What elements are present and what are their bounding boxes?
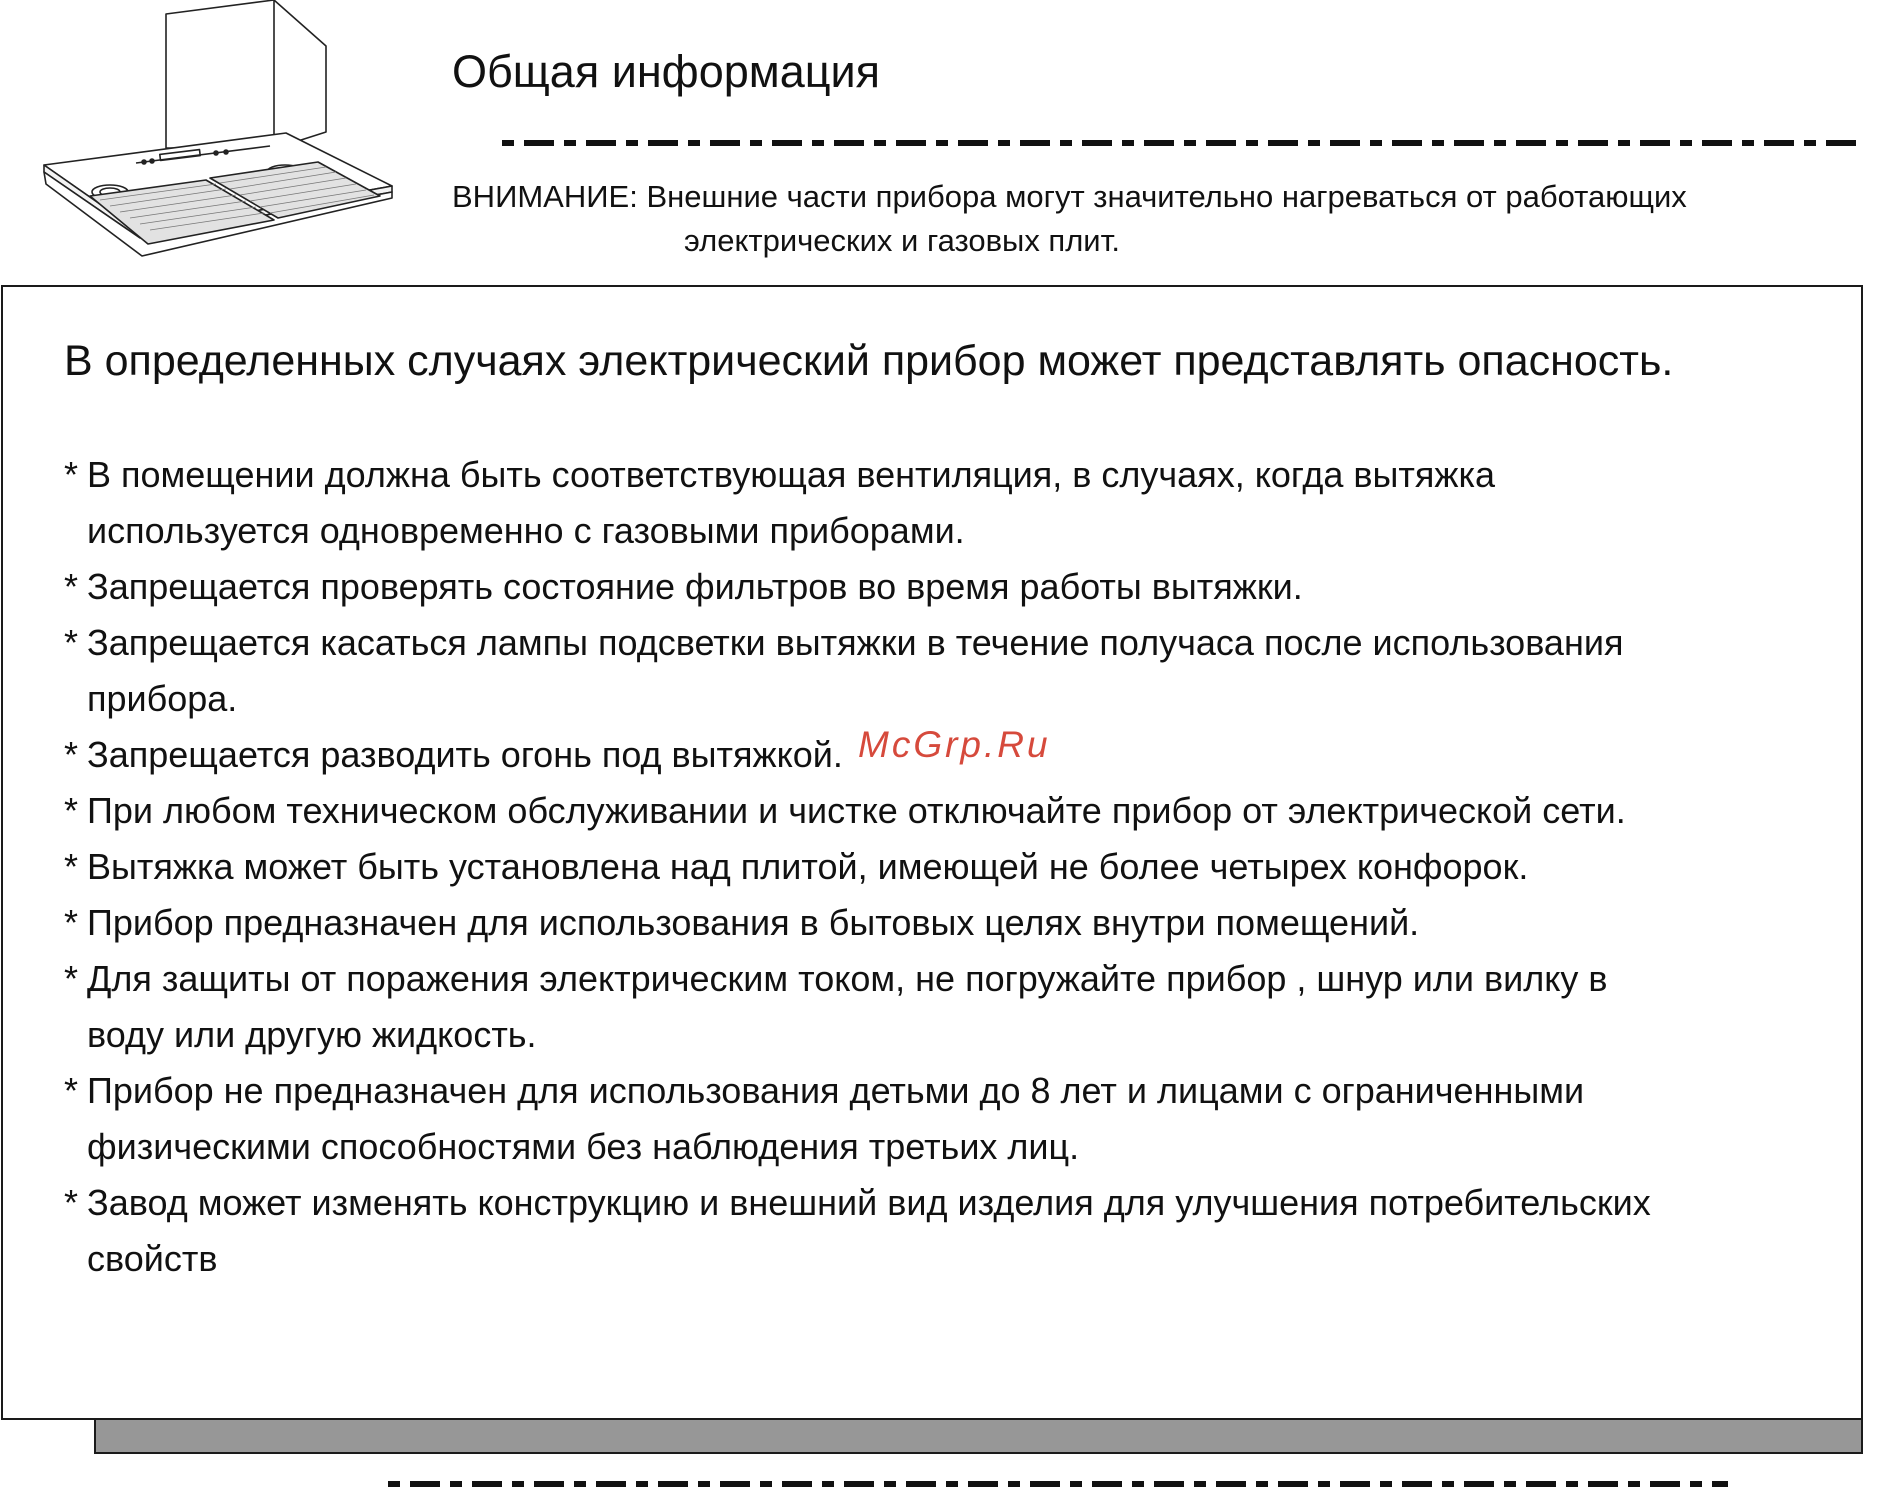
bullet-marker: *: [64, 846, 79, 887]
rule-line: воду или другую жидкость.: [87, 1014, 537, 1055]
rule-line: прибора.: [87, 678, 238, 719]
rule-line: При любом техническом обслуживании и чистке отключайте прибор от электрической сети.: [87, 790, 1626, 831]
list-item: [64, 951, 1844, 1063]
bullet-marker: *: [64, 790, 79, 831]
safety-rules-list: [64, 447, 1844, 1287]
bullet-marker: *: [64, 1070, 79, 1111]
rule-line: Запрещается разводить огонь под вытяжкой.: [87, 734, 843, 775]
rule-line: В помещении должна быть соответствующая вентиляция, в случаях, когда вытяжка: [87, 454, 1496, 495]
rule-line: Завод может изменять конструкцию и внешний вид изделия для улучшения потребительских: [87, 1182, 1651, 1223]
list-item: [64, 615, 1844, 727]
rule-line: используется одновременно с газовыми приборами.: [87, 510, 965, 551]
bullet-marker: *: [64, 902, 79, 943]
rule-line: физическими способностями без наблюдения третьих лиц.: [87, 1126, 1080, 1167]
list-item: [64, 895, 1844, 951]
bullet-marker: *: [64, 734, 79, 775]
bullet-marker: *: [64, 958, 79, 999]
list-item: [64, 1063, 1844, 1175]
warning-text-line2: электрических и газовых плит.: [684, 223, 1120, 258]
bullet-marker: *: [64, 1182, 79, 1223]
rule-line: Запрещается касаться лампы подсветки вытяжки в течение получаса после использования: [87, 622, 1624, 663]
rule-line: Прибор не предназначен для использования детьми до 8 лет и лицами с ограниченными: [87, 1070, 1585, 1111]
list-item: [64, 839, 1844, 895]
safety-panel: [1, 285, 1863, 1420]
bullet-marker: *: [64, 622, 79, 663]
range-hood-icon: [30, 0, 420, 265]
rule-line: свойств: [87, 1238, 218, 1279]
page-title: Общая информация: [452, 46, 881, 97]
dashed-divider-top: [502, 136, 1862, 150]
rule-line: Прибор предназначен для использования в бытовых целях внутри помещений.: [87, 902, 1420, 943]
list-item: [64, 447, 1844, 559]
list-item: [64, 1175, 1844, 1287]
list-item: [64, 559, 1844, 615]
bullet-marker: *: [64, 454, 79, 495]
panel-heading: В определенных случаях электрический прибор может представлять опасность.: [64, 337, 1674, 385]
warning-notice: [452, 175, 1892, 263]
bullet-marker: *: [64, 566, 79, 607]
warning-text-line1: Внешние части прибора могут значительно нагреваться от работающих: [646, 179, 1687, 214]
list-item: [64, 783, 1844, 839]
dashed-divider-bottom: [388, 1477, 1728, 1491]
rule-line: Запрещается проверять состояние фильтров во время работы вытяжки.: [87, 566, 1303, 607]
warning-label: ВНИМАНИЕ:: [452, 179, 638, 214]
watermark-text: McGrp.Ru: [858, 724, 1051, 765]
rule-line: Для защиты от поражения электрическим током, не погружайте прибор , шнур или вилку в: [87, 958, 1608, 999]
rule-line: Вытяжка может быть установлена над плитой, имеющей не более четырех конфорок.: [87, 846, 1529, 887]
